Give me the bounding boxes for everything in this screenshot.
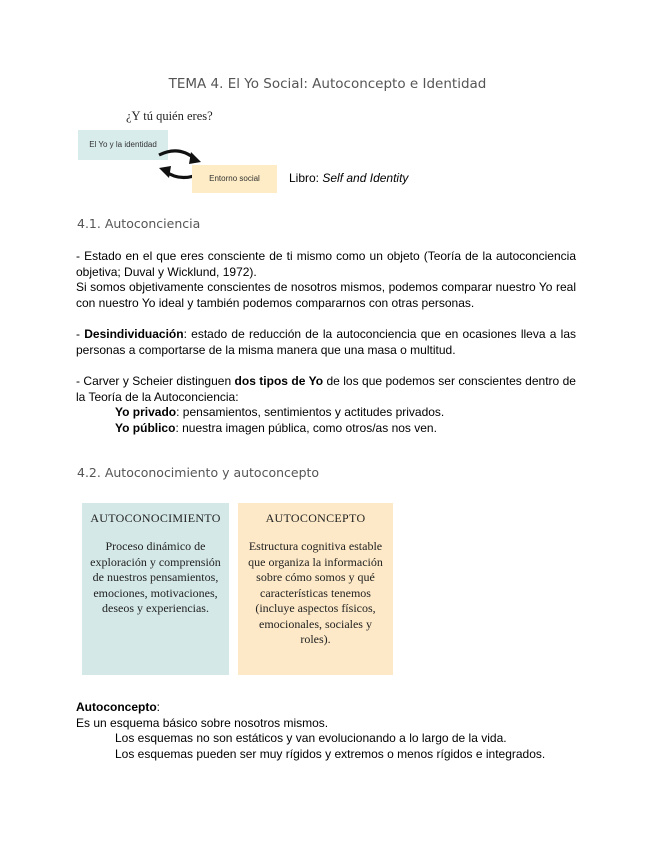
- diagram-question: ¿Y tú quién eres?: [126, 109, 213, 123]
- diagram-box-identity: El Yo y la identidad: [78, 130, 168, 160]
- page-title: TEMA 4. El Yo Social: Autoconcepto e Identidad: [168, 76, 487, 92]
- paragraph-definition: [76, 249, 576, 311]
- card-autoconocimiento: [82, 503, 229, 675]
- text-prefix: -: [76, 327, 85, 341]
- section-heading-autoconciencia: 4.1. Autoconciencia: [77, 216, 201, 231]
- paragraph-carver-scheier: [76, 374, 576, 436]
- term-yo-publico: Yo público: [115, 420, 176, 435]
- paragraph-line: - Estado en el que eres consciente de ti mismo como un objeto (Teoría de la autoconciencia objetiva; Duval y Wicklund, 1972).: [76, 249, 576, 279]
- card-autoconcepto: [238, 503, 393, 675]
- paragraph-line: [76, 700, 576, 716]
- text-rest: : estado de reducción de la autoconciencia que en ocasiones lleva a las personas a comportarse de la misma manera que una masa o multitud.: [76, 327, 576, 357]
- paragraph-line: Es un esquema básico sobre nosotros mismos.: [76, 715, 329, 730]
- text-colon: :: [156, 700, 161, 714]
- card-heading: AUTOCONCEPTO: [265, 511, 366, 525]
- section-heading-autoconocimiento: 4.2. Autoconocimiento y autoconcepto: [77, 465, 320, 480]
- card-body-bold: Estructura cognitiva: [248, 539, 346, 553]
- paragraph-line: Si somos objetivamente conscientes de nosotros mismos, podemos comparar nuestro Yo real con nuestro Yo ideal y también podemos compararnos con otras personas.: [76, 280, 576, 310]
- list-item-yo-publico: [76, 421, 576, 437]
- list-item-yo-privado: [76, 405, 576, 421]
- card-body: Proceso dinámico de exploración y comprensión de nuestros pensamientos, emociones, motivaciones, deseos y experiencias.: [90, 539, 221, 615]
- list-item: Los esquemas no son estáticos y van evolucionando a lo largo de la vida.: [115, 731, 507, 745]
- paragraph-desindividuacion: [76, 327, 576, 358]
- book-label: Libro:: [289, 171, 320, 185]
- text-yo-privado: : pensamientos, sentimientos y actitudes privados.: [176, 405, 445, 419]
- text-rest: de los que podemos ser conscientes dentro de la Teoría de la Autoconciencia:: [76, 374, 576, 404]
- card-body: [238, 539, 393, 648]
- card-body-rest: estable que organiza la información sobre cómo somos y qué características tenemos (incluye aspectos físicos, emocionales, sociales y roles).: [248, 539, 383, 646]
- diagram-box-entorno: Entorno social: [192, 165, 277, 193]
- card-heading: AUTOCONOCIMIENTO: [90, 511, 221, 525]
- text-yo-publico: : nuestra imagen pública, como otros/as nos ven.: [175, 420, 437, 435]
- term-desindividuacion: Desindividuación: [84, 327, 184, 341]
- book-reference: [289, 171, 408, 185]
- text-prefix: - Carver y Scheier distinguen: [76, 374, 235, 388]
- list-item: Los esquemas pueden ser muy rígidos y extremos o menos rígidos e integrados.: [115, 746, 546, 761]
- paragraph-line: [76, 374, 576, 405]
- term-yo-privado: Yo privado: [115, 405, 177, 419]
- paragraph-autoconcepto: [76, 700, 576, 762]
- term-dos-tipos: dos tipos de Yo: [234, 374, 324, 388]
- book-title: Self and Identity: [322, 171, 409, 185]
- term-autoconcepto: Autoconcepto: [76, 700, 157, 714]
